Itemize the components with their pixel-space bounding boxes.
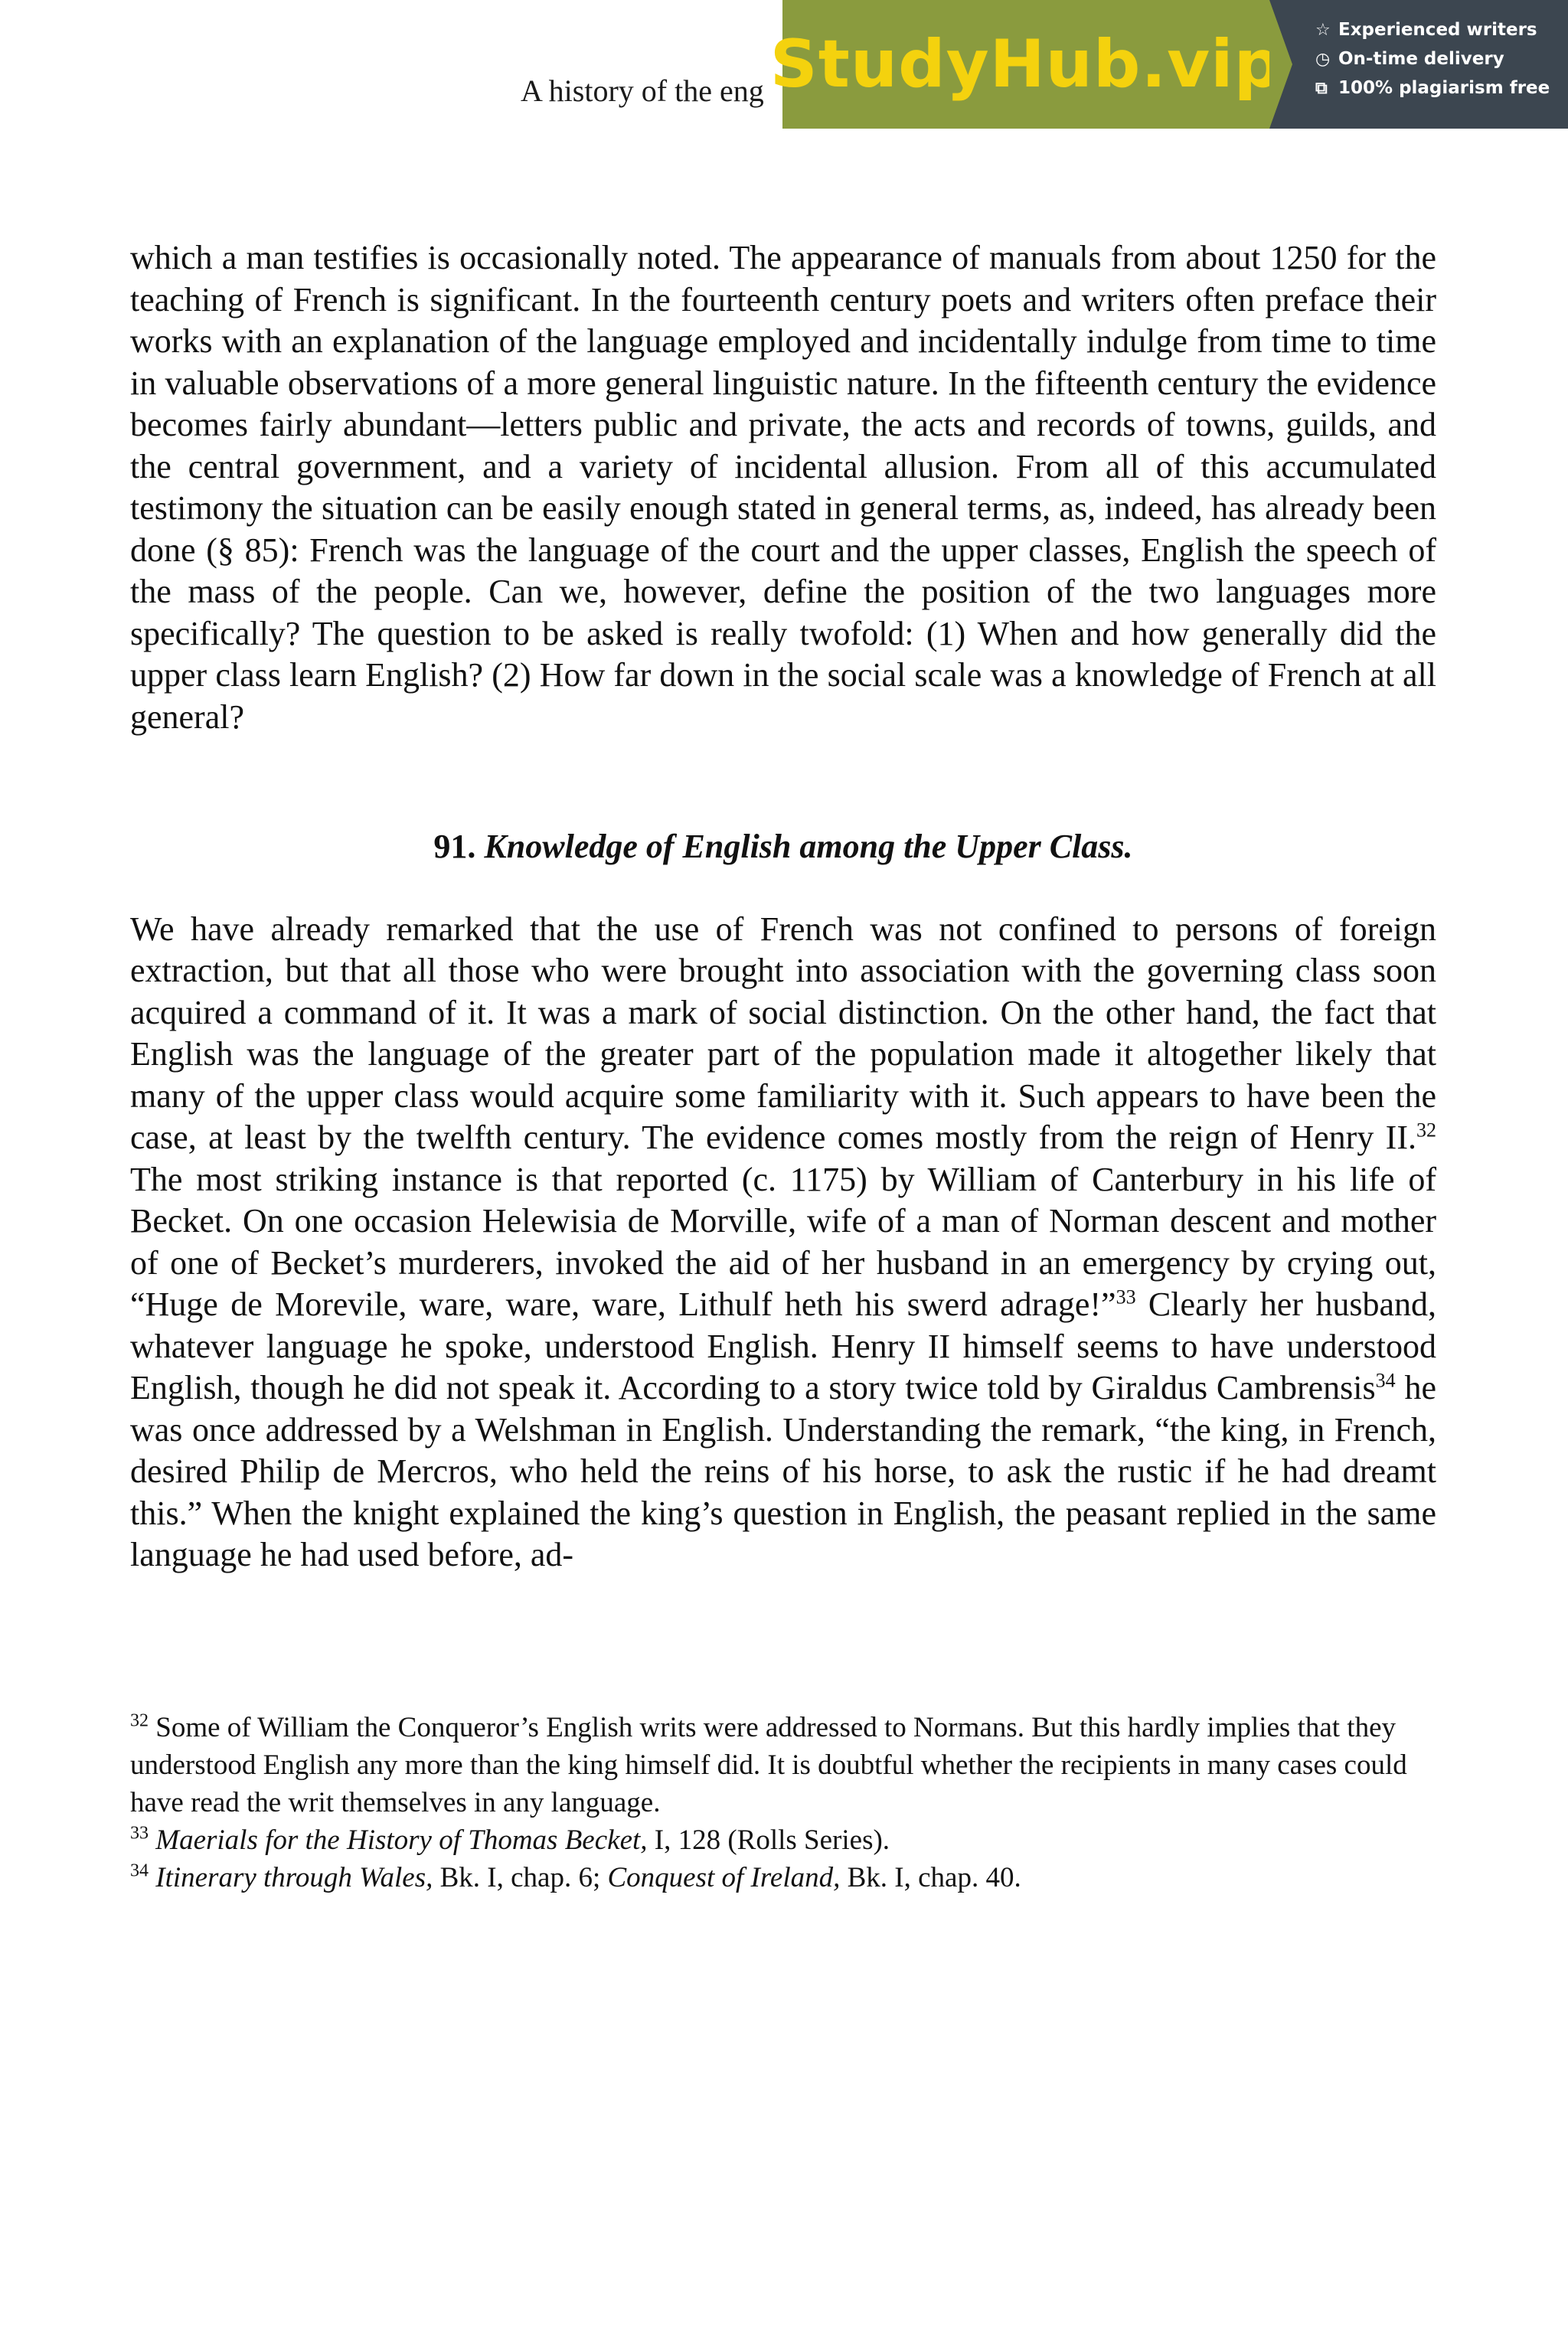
- feature-label: On-time delivery: [1338, 49, 1504, 69]
- footnote-32: [130, 1709, 1436, 1821]
- running-header: A history of the eng: [521, 74, 764, 108]
- studyhub-banner[interactable]: [769, 0, 1568, 129]
- section-heading: [130, 826, 1436, 868]
- clock-icon: ◷: [1315, 49, 1331, 69]
- footnote-ref-34[interactable]: 34: [1375, 1369, 1396, 1392]
- footnote-title: Conquest of Ireland,: [607, 1862, 841, 1893]
- paragraph-text: We have already remarked that the use of French was not confined to persons of foreign extraction, but that all those who were brought into association with the governing class soon acquired a command of it. It was a mark of social distinction. On the other hand, the fact that English was the language of the greater part of the population made it altogether likely that many of the upper class would acquire some familiarity with it. Such appears to have been the case, at least by the twelfth century. The evidence comes mostly from the reign of Henry II.: [130, 910, 1436, 1156]
- feature-experienced-writers: [1315, 20, 1568, 40]
- feature-plagiarism-free: [1315, 78, 1568, 98]
- section-number: 91.: [433, 828, 476, 865]
- studyhub-logo[interactable]: [769, 0, 1282, 129]
- paragraph-text: he was once addressed by a Welshman in English. Understanding the remark, “the king, in French, desired Philip de Mercros, who held the reins of his horse, to ask the rustic if he had dreamt this.” When the knight explained the king’s question in English, the peasant replied in the same language he had used before, ad-: [130, 1369, 1436, 1573]
- footnote-text: Bk. I, chap. 6;: [433, 1862, 608, 1893]
- footnote-number: 33: [130, 1823, 149, 1844]
- banner-features: [1269, 0, 1568, 129]
- footnote-33: [130, 1821, 1436, 1859]
- feature-label: 100% plagiarism free: [1338, 78, 1550, 98]
- footnote-ref-32[interactable]: 32: [1416, 1119, 1436, 1142]
- footnote-title: Itinerary through Wales,: [149, 1862, 433, 1893]
- section-title: Knowledge of English among the Upper Class.: [484, 828, 1133, 865]
- banner-arrow-shape: [1269, 0, 1292, 129]
- star-icon: ☆: [1315, 20, 1331, 40]
- paragraph-upper-class: [130, 909, 1436, 1576]
- feature-label: Experienced writers: [1338, 20, 1537, 40]
- footnote-number: 32: [130, 1710, 149, 1731]
- footnote-text: Bk. I, chap. 40.: [840, 1862, 1021, 1893]
- logo-text: StudyHub.vip: [769, 26, 1282, 103]
- footnote-title: Maerials for the History of Thomas Becket,: [149, 1824, 648, 1856]
- footnote-text: I, 128 (Rolls Series).: [647, 1824, 890, 1856]
- footnote-ref-33[interactable]: 33: [1116, 1285, 1136, 1308]
- footnote-number: 34: [130, 1860, 149, 1881]
- page-body: [130, 237, 1436, 1576]
- footnote-text: Some of William the Conqueror’s English writs were addressed to Normans. But this hardly implies that they understood English any more than the king himself did. It is doubtful whether the recipients in many cases could have read the writ themselves in any language.: [130, 1712, 1407, 1818]
- footnotes: [130, 1709, 1436, 1896]
- paragraph-text: The most striking instance is that reported (c. 1175) by William of Canterbury in his life of Becket. On one occasion Helewisia de Morville, wife of a man of Norman descent and mother of one of Becket’s murderers, invoked the aid of her husband in an emergency by crying out, “Huge de Morevile, ware, ware, ware, Lithulf heth his swerd adrage!”: [130, 1160, 1436, 1323]
- paragraph-text: Clearly her husband, whatever language he spoke, understood English. Henry II himself seems to have understood English, though he did not speak it. According to a story twice told by Giraldus Cambrensis: [130, 1285, 1436, 1406]
- copy-icon: ⧉: [1315, 78, 1328, 98]
- paragraph-intro: which a man testifies is occasionally noted. The appearance of manuals from about 1250 for the teaching of French is significant. In the fourteenth century poets and writers often preface their works with an explanation of the language employed and incidentally indulge from time to time in valuable observations of a more general linguistic nature. In the fifteenth century the evidence becomes fairly abundant—letters public and private, the acts and records of towns, guilds, and the central government, and a variety of incidental allusion. From all of this accumulated testimony the situation can be easily enough stated in general terms, as, indeed, has already been done (§ 85): French was the language of the court and the upper classes, English the speech of the mass of the people. Can we, however, define the position of the two languages more specifically? The question to be asked is really twofold: (1) When and how generally did the upper class learn English? (2) How far down in the social scale was a knowledge of French at all general?: [130, 239, 1436, 736]
- feature-on-time-delivery: [1315, 49, 1568, 69]
- footnote-34: [130, 1859, 1436, 1896]
